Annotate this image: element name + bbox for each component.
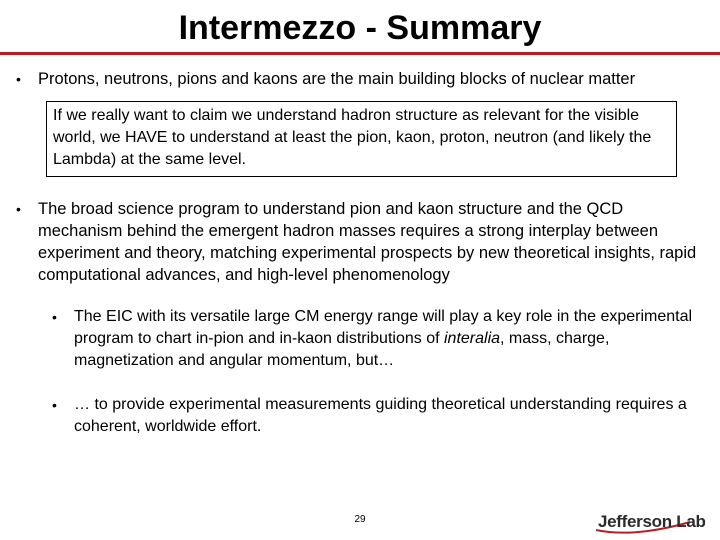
bullet-marker: • — [16, 201, 21, 217]
italic-term: interalia — [443, 330, 501, 347]
subbullet-text-part: The EIC with its versatile large CM energy range will play a key role in the experimental program to chart in-pion and in-kaon distributions of — [74, 308, 693, 347]
bullet-text: The broad science program to understand pion and kaon structure and the QCD mechanism behind the emergent hadron masses requires a strong interplay between experiment and theory, matching experimental prospects by new theoretical insights, rapid computational advances, and high-level phenomenology — [38, 200, 697, 284]
logo-text: Jefferson Lab — [598, 512, 706, 531]
subbullet-marker: • — [52, 397, 57, 413]
jefferson-lab-logo — [594, 508, 718, 536]
page-number: 29 — [354, 514, 366, 525]
title-underline — [0, 52, 720, 55]
subbullet-marker: • — [52, 309, 57, 325]
subbullet-text: … to provide experimental measurements guiding theoretical understanding requires a coherent, worldwide effort. — [74, 396, 687, 435]
highlight-box — [46, 101, 677, 177]
bullet-text: Protons, neutrons, pions and kaons are the main building blocks of nuclear matter — [38, 70, 636, 88]
highlight-box-text: If we really want to claim we understand hadron structure as relevant for the visible world, we HAVE to understand at least the pion, kaon, proton, neutron (and likely the Lambda) at the same level. — [53, 107, 652, 168]
slide-title: Intermezzo - Summary — [178, 9, 542, 47]
bullet-marker: • — [16, 71, 21, 87]
subbullet-text-part: , mass, charge, magnetization and angular momentum, but… — [74, 330, 610, 369]
subbullet-text — [74, 306, 704, 372]
